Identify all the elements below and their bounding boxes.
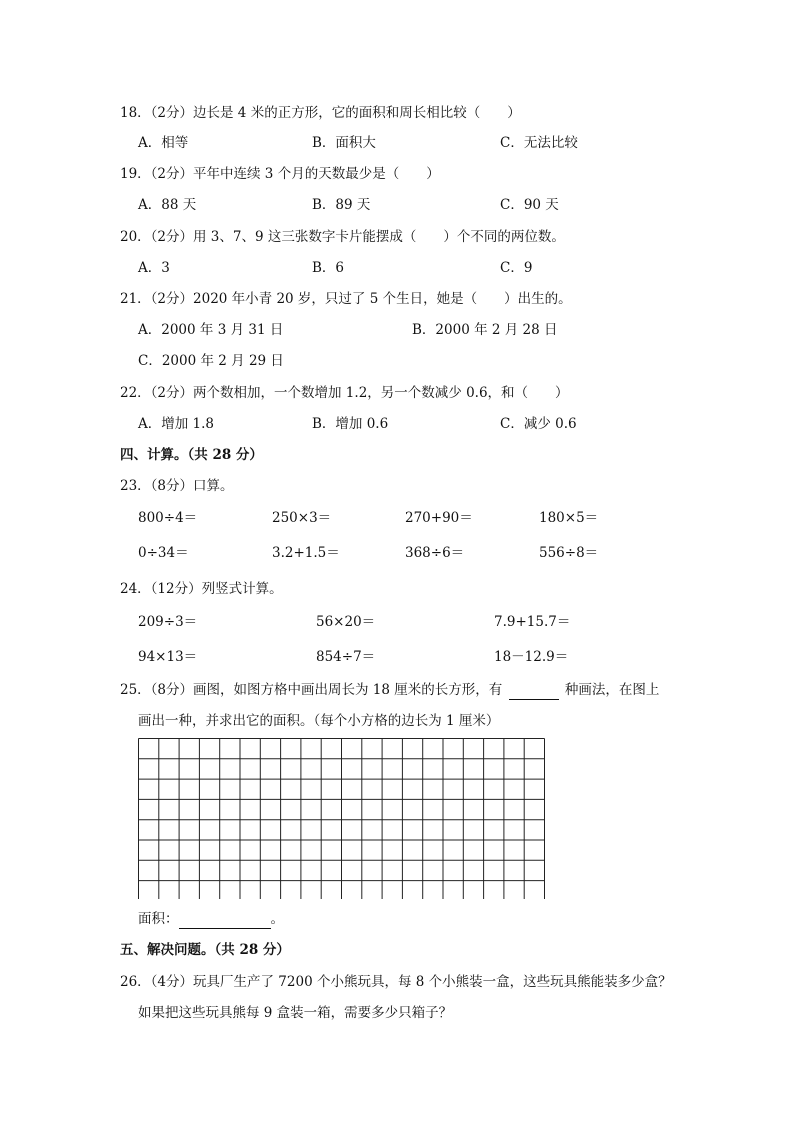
answer-blank[interactable] bbox=[509, 681, 559, 700]
q24-calc: 94×13＝ bbox=[138, 649, 198, 665]
q19-option-b: B．89 天 bbox=[312, 197, 371, 213]
q23-calc: 3.2+1.5＝ bbox=[272, 545, 340, 561]
q25-text: 25．（8分）画图，如图方格中画出周长为 18 厘米的长方形，有 bbox=[120, 682, 503, 698]
q18-option-c: C．无法比较 bbox=[500, 135, 578, 151]
q22-option-a: A．增加 1.8 bbox=[138, 416, 215, 432]
q18-option-a: A．相等 bbox=[138, 135, 189, 151]
q24-calc: 209÷3＝ bbox=[138, 614, 198, 630]
q23-calc: 368÷6＝ bbox=[405, 545, 465, 561]
q19-option-a: A．88 天 bbox=[138, 197, 197, 213]
area-label: 面积： bbox=[138, 911, 179, 927]
q23-stem: 23．（8分）口算。 bbox=[120, 478, 234, 494]
q20-stem: 20．（2分）用 3、7、9 这三张数字卡片能摆成（ ）个不同的两位数。 bbox=[120, 229, 565, 245]
q23-calc: 250×3＝ bbox=[272, 510, 332, 526]
q20-option-b: B．6 bbox=[312, 260, 345, 276]
q19-option-c: C．90 天 bbox=[500, 197, 559, 213]
q21-stem: 21．（2分）2020 年小青 20 岁，只过了 5 个生日，她是（ ）出生的。 bbox=[120, 291, 572, 307]
q22-stem: 22．（2分）两个数相加，一个数增加 1.2，另一个数减少 0.6，和（ ） bbox=[120, 385, 569, 401]
q21-option-c: C．2000 年 2 月 29 日 bbox=[138, 353, 284, 369]
q18-option-b: B．面积大 bbox=[312, 135, 376, 151]
q22-option-b: B．增加 0.6 bbox=[312, 416, 389, 432]
section-5-heading: 五、解决问题。（共 28 分） bbox=[120, 942, 290, 958]
q25-area-line bbox=[138, 910, 284, 929]
q24-calc: 18－12.9＝ bbox=[494, 649, 569, 665]
q22-option-c: C．减少 0.6 bbox=[500, 416, 577, 432]
q25-line-2: 画出一种，并求出它的面积。（每个小方格的边长为 1 厘米） bbox=[138, 713, 500, 729]
q24-calc: 854÷7＝ bbox=[316, 649, 376, 665]
q23-calc: 180×5＝ bbox=[539, 510, 599, 526]
q20-option-a: A．3 bbox=[138, 260, 170, 276]
area-end: 。 bbox=[270, 911, 284, 927]
q23-calc: 800÷4＝ bbox=[138, 510, 198, 526]
square-grid[interactable] bbox=[138, 738, 548, 899]
q25-text: 种画法，在图上 bbox=[564, 682, 660, 698]
q19-stem: 19．（2分）平年中连续 3 个月的天数最少是（ ） bbox=[120, 166, 440, 182]
q26-line-2: 如果把这些玩具熊每 9 盒装一箱，需要多少只箱子？ bbox=[138, 1005, 453, 1021]
section-4-heading: 四、计算。（共 28 分） bbox=[120, 447, 263, 463]
q23-calc: 270+90＝ bbox=[405, 510, 473, 526]
area-answer-blank[interactable] bbox=[179, 910, 271, 929]
q21-option-a: A．2000 年 3 月 31 日 bbox=[138, 322, 284, 338]
q24-calc: 56×20＝ bbox=[316, 614, 376, 630]
q26-line-1: 26．（4分）玩具厂生产了 7200 个小熊玩具，每 8 个小熊装一盒，这些玩具熊能装多少盒？ bbox=[120, 974, 672, 990]
q25-line-1 bbox=[120, 681, 659, 700]
q24-calc: 7.9+15.7＝ bbox=[494, 614, 571, 630]
q21-option-b: B．2000 年 2 月 28 日 bbox=[412, 322, 558, 338]
q23-calc: 556÷8＝ bbox=[539, 545, 599, 561]
q20-option-c: C．9 bbox=[500, 260, 533, 276]
q24-stem: 24．（12分）列竖式计算。 bbox=[120, 581, 283, 597]
q18-stem: 18．（2分）边长是 4 米的正方形，它的面积和周长相比较（ ） bbox=[120, 105, 521, 121]
q23-calc: 0÷34＝ bbox=[138, 545, 189, 561]
